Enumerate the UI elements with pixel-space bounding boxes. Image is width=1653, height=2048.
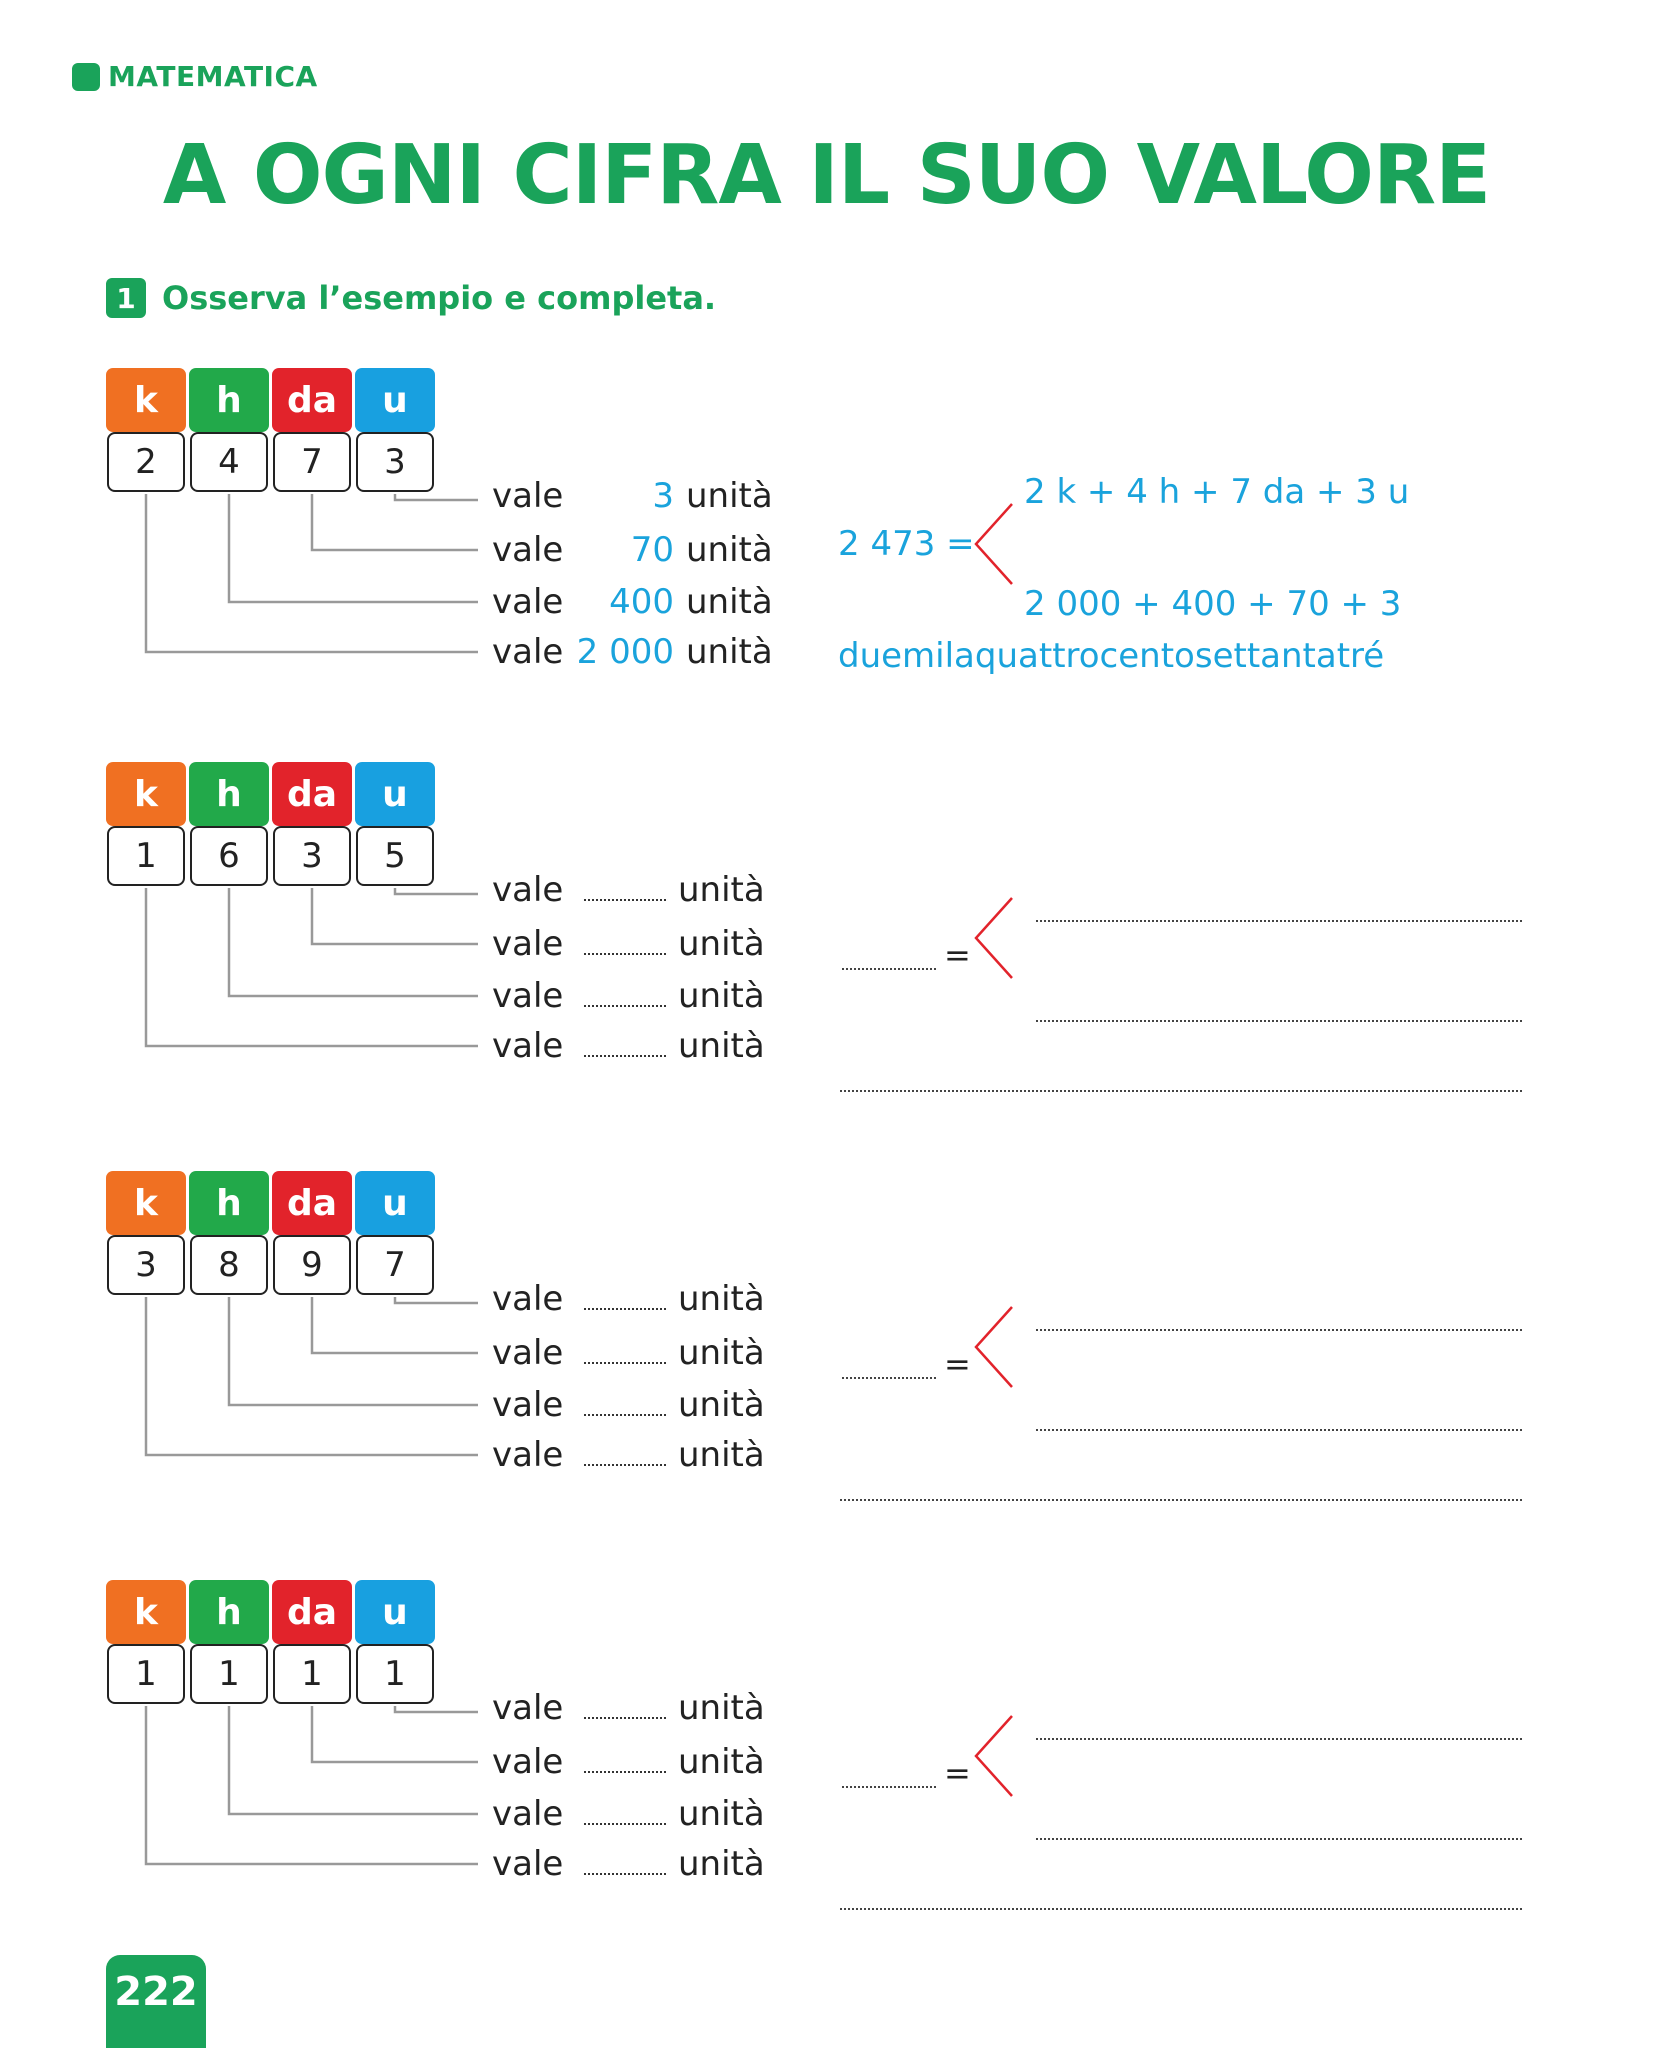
value-answer: 3 [652, 476, 674, 516]
value-blank[interactable] [584, 977, 666, 1007]
exercise-block-3 [0, 1580, 1653, 1884]
exercise-1-digit-k: 1 [107, 826, 185, 886]
exercise-3-equals-sign: = [944, 1754, 971, 1792]
vale-label: vale [492, 1026, 564, 1066]
example-header-k: k [106, 368, 186, 432]
vale-label: vale [492, 924, 564, 964]
unita-label: unità [678, 1435, 765, 1475]
vale-label: vale [492, 632, 564, 672]
exercise-1-header-da: da [272, 762, 352, 826]
value-blank[interactable] [584, 1436, 666, 1466]
exercise-3-header-u: u [355, 1580, 435, 1644]
example-leader-lines [0, 368, 480, 668]
exercise-1-vale-row [492, 870, 765, 914]
value-blank[interactable] [584, 925, 666, 955]
exercise-number: 1 [106, 278, 146, 318]
exercise-block-1 [0, 762, 1653, 1066]
exercise-2-digit-h: 8 [190, 1235, 268, 1295]
vale-label: vale [492, 476, 564, 516]
exercise-3-leader-h [229, 1706, 478, 1814]
exercise-1-leader-u [395, 888, 478, 894]
exercise-2-decomposition-places-blank[interactable] [1036, 1329, 1522, 1331]
example-vale-row [492, 582, 773, 626]
vale-label: vale [492, 1333, 564, 1373]
exercise-2-header-da: da [272, 1171, 352, 1235]
value-answer: 400 [609, 582, 674, 622]
unita-label: unità [686, 476, 773, 516]
exercise-2-digit-u: 7 [356, 1235, 434, 1295]
example-decomposition-values: 2 000 + 400 + 70 + 3 [1024, 584, 1402, 624]
value-answer: 70 [630, 530, 674, 570]
vale-label: vale [492, 1385, 564, 1425]
unita-label: unità [686, 582, 773, 622]
exercise-1-vale-row [492, 976, 765, 1020]
exercise-1-leader-da [312, 888, 478, 944]
exercise-2-decomposition-values-blank[interactable] [1036, 1429, 1522, 1431]
example-digit-k: 2 [107, 432, 185, 492]
exercise-3-digit-k: 1 [107, 1644, 185, 1704]
exercise-1-leader-lines [0, 762, 480, 1062]
example-leader-u [395, 494, 478, 500]
value-blank[interactable] [584, 1689, 666, 1719]
page-number: 222 [106, 1955, 206, 2048]
vale-label: vale [492, 1279, 564, 1319]
unita-label: unità [678, 1742, 765, 1782]
exercise-3-header-da: da [272, 1580, 352, 1644]
exercise-instruction [106, 278, 716, 318]
exercise-2-leader-h [229, 1297, 478, 1405]
exercise-3-number-blank[interactable] [842, 1786, 936, 1788]
value-blank[interactable] [584, 1386, 666, 1416]
unita-label: unità [678, 1333, 765, 1373]
value-blank[interactable] [584, 1795, 666, 1825]
exercise-3-digit-h: 1 [190, 1644, 268, 1704]
example-header-h: h [189, 368, 269, 432]
exercise-3-decomposition-places-blank[interactable] [1036, 1738, 1522, 1740]
value-blank[interactable] [584, 1027, 666, 1057]
exercise-2-header-u: u [355, 1171, 435, 1235]
exercise-3-number-words-blank[interactable] [840, 1908, 1522, 1910]
exercise-1-decomposition-values-blank[interactable] [1036, 1020, 1522, 1022]
exercise-1-digit-da: 3 [273, 826, 351, 886]
unita-label: unità [678, 1794, 765, 1834]
example-decomposition-places: 2 k + 4 h + 7 da + 3 u [1024, 472, 1410, 512]
exercise-3-digit-u: 1 [356, 1644, 434, 1704]
exercise-2-number-blank[interactable] [842, 1377, 936, 1379]
exercise-2-vale-row [492, 1435, 765, 1479]
exercise-1-header-k: k [106, 762, 186, 826]
value-blank[interactable] [584, 1334, 666, 1364]
exercise-2-leader-da [312, 1297, 478, 1353]
example-vale-row [492, 632, 773, 676]
subject-marker-icon [72, 63, 100, 91]
example-digit-da: 7 [273, 432, 351, 492]
example-vale-row [492, 530, 773, 574]
vale-label: vale [492, 870, 564, 910]
page-title: A OGNI CIFRA IL SUO VALORE [162, 128, 1491, 223]
unita-label: unità [678, 870, 765, 910]
unita-label: unità [686, 530, 773, 570]
exercise-2-vale-row [492, 1333, 765, 1377]
unita-label: unità [678, 1688, 765, 1728]
vale-label: vale [492, 530, 564, 570]
exercise-3-header-h: h [189, 1580, 269, 1644]
vale-label: vale [492, 976, 564, 1016]
exercise-2-equals-sign: = [944, 1345, 971, 1383]
example-vale-row [492, 476, 773, 520]
exercise-1-header-h: h [189, 762, 269, 826]
exercise-1-number-blank[interactable] [842, 968, 936, 970]
exercise-2-digit-k: 3 [107, 1235, 185, 1295]
vale-label: vale [492, 1794, 564, 1834]
exercise-3-decomposition-values-blank[interactable] [1036, 1838, 1522, 1840]
exercise-1-header-u: u [355, 762, 435, 826]
subject-label [72, 60, 318, 93]
vale-label: vale [492, 1742, 564, 1782]
unita-label: unità [678, 1385, 765, 1425]
vale-label: vale [492, 582, 564, 622]
exercise-3-vale-row [492, 1844, 765, 1888]
exercise-3-vale-row [492, 1794, 765, 1838]
value-blank[interactable] [584, 1743, 666, 1773]
exercise-2-vale-row [492, 1279, 765, 1323]
exercise-1-digit-h: 6 [190, 826, 268, 886]
example-digit-u: 3 [356, 432, 434, 492]
value-answer: 2 000 [576, 632, 674, 672]
exercise-2-bracket-icon [972, 1303, 1022, 1393]
exercise-1-leader-h [229, 888, 478, 996]
example-leader-h [229, 494, 478, 602]
exercise-3-header-k: k [106, 1580, 186, 1644]
exercise-3-vale-row [492, 1742, 765, 1786]
exercise-3-vale-row [492, 1688, 765, 1732]
exercise-2-leader-lines [0, 1171, 480, 1471]
exercise-2-header-k: k [106, 1171, 186, 1235]
unita-label: unità [678, 976, 765, 1016]
example-leader-da [312, 494, 478, 550]
exercise-1-vale-row [492, 924, 765, 968]
exercise-2-vale-row [492, 1385, 765, 1429]
exercise-1-bracket-icon [972, 894, 1022, 984]
exercise-1-decomposition-places-blank[interactable] [1036, 920, 1522, 922]
exercise-text: Osserva l’esempio e completa. [162, 279, 717, 317]
value-blank[interactable] [584, 1280, 666, 1310]
unita-label: unità [686, 632, 773, 672]
unita-label: unità [678, 1026, 765, 1066]
exercise-3-leader-u [395, 1706, 478, 1712]
exercise-1-equals-sign: = [944, 936, 971, 974]
unita-label: unità [678, 1844, 765, 1884]
exercise-3-bracket-icon [972, 1712, 1022, 1802]
example-digit-h: 4 [190, 432, 268, 492]
vale-label: vale [492, 1688, 564, 1728]
unita-label: unità [678, 924, 765, 964]
exercise-3-digit-da: 1 [273, 1644, 351, 1704]
example-header-da: da [272, 368, 352, 432]
exercise-3-leader-lines [0, 1580, 480, 1880]
example-block [0, 368, 1653, 676]
exercise-1-vale-row [492, 1026, 765, 1070]
value-blank[interactable] [584, 871, 666, 901]
vale-label: vale [492, 1844, 564, 1884]
exercise-2-digit-da: 9 [273, 1235, 351, 1295]
value-blank[interactable] [584, 1845, 666, 1875]
example-number: 2 473 = [838, 524, 975, 564]
exercise-2-leader-u [395, 1297, 478, 1303]
exercise-2-number-words-blank[interactable] [840, 1499, 1522, 1501]
exercise-3-leader-da [312, 1706, 478, 1762]
subject-text: MATEMATICA [108, 60, 318, 93]
unita-label: unità [678, 1279, 765, 1319]
exercise-1-number-words-blank[interactable] [840, 1090, 1522, 1092]
exercise-1-digit-u: 5 [356, 826, 434, 886]
exercise-block-2 [0, 1171, 1653, 1475]
example-header-u: u [355, 368, 435, 432]
example-bracket-icon [972, 500, 1022, 590]
example-number-words: duemilaquattrocentosettantatré [838, 636, 1385, 676]
vale-label: vale [492, 1435, 564, 1475]
exercise-2-header-h: h [189, 1171, 269, 1235]
